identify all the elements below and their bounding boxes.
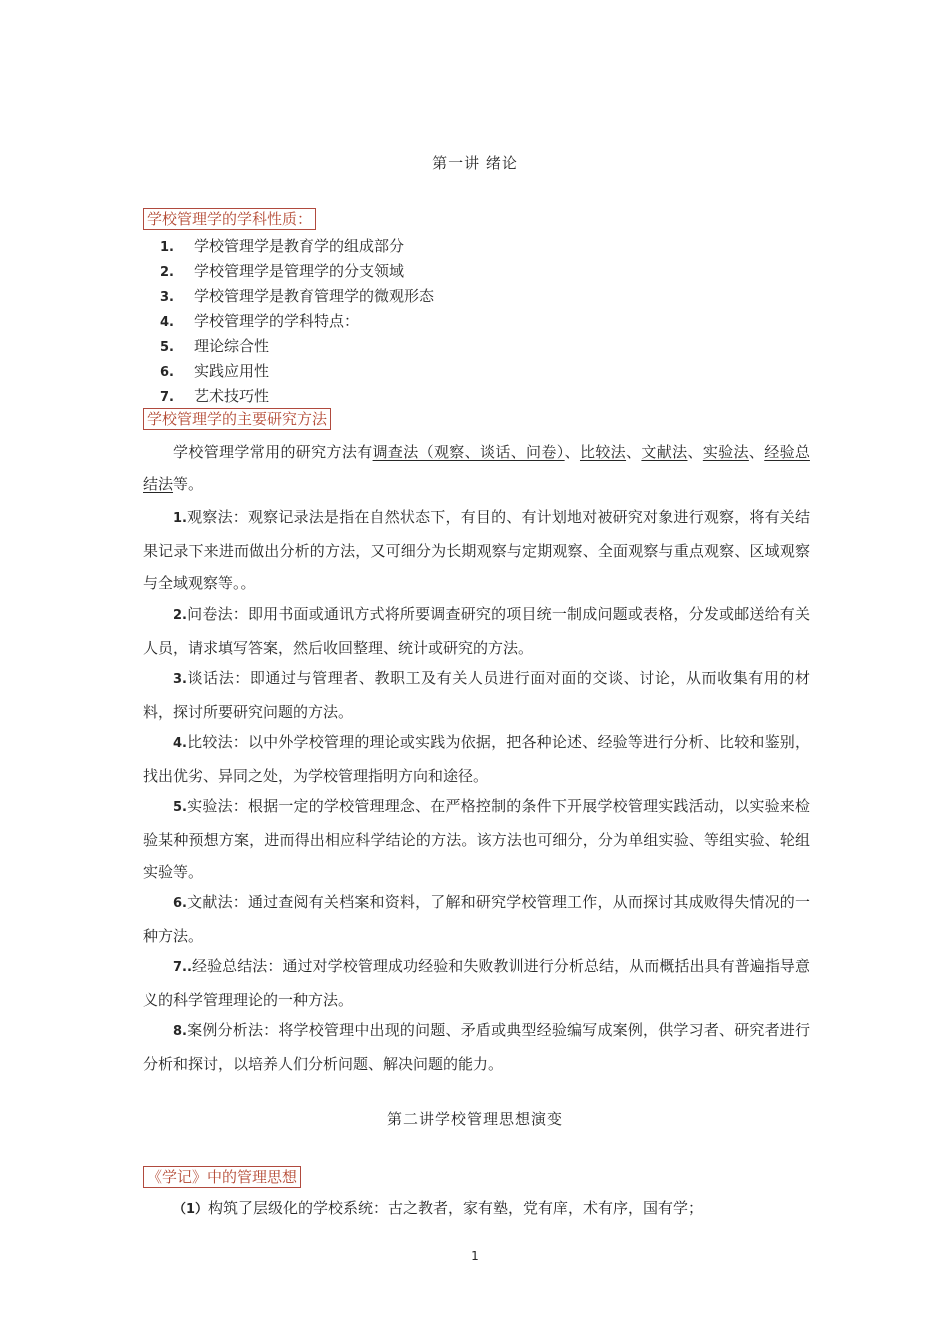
method-paragraph <box>143 1014 810 1080</box>
method-text: 比较法：以中外学校管理的理论或实践为依据，把各种论述、经验等进行分析、比较和鉴别，找出优劣、异同之处，为学校管理指明方向和途径。 <box>143 733 810 785</box>
section-heading-discipline-nature: 学校管理学的学科性质： <box>143 208 316 230</box>
methods-intro-paragraph <box>143 436 810 500</box>
discipline-nature-list <box>160 234 434 409</box>
method-number: 7.. <box>173 960 192 975</box>
list-item <box>160 284 434 309</box>
lecture1-title: 第一讲 绪论 <box>432 154 518 172</box>
intro-suffix: 等。 <box>173 475 204 493</box>
separator: 、 <box>748 443 765 461</box>
method-paragraph <box>143 598 810 664</box>
method-experiment: 实验法 <box>702 443 749 461</box>
separator: 、 <box>626 443 642 461</box>
list-item <box>160 234 434 259</box>
method-number: 1. <box>173 511 187 526</box>
method-text: 经验总结法：通过对学校管理成功经验和失败教训进行分析总结，从而概括出具有普遍指导意义的科学管理理论的一种方法。 <box>143 957 810 1009</box>
method-number: 4. <box>173 736 187 751</box>
section-heading-research-methods: 学校管理学的主要研究方法 <box>143 408 331 430</box>
method-survey: 调查法（观察、谈话、问卷） <box>372 443 565 461</box>
method-comparison: 比较法 <box>579 443 627 461</box>
list-item-text: 学校管理学是教育学的组成部分 <box>194 237 405 255</box>
list-item-text: 学校管理学是教育管理学的微观形态 <box>194 287 435 305</box>
method-text: 问卷法：即用书面或通讯方式将所要调查研究的项目统一制成问题或表格，分发或邮送给有关人员，请求填写答案，然后收回整理、统计或研究的方法。 <box>143 605 810 657</box>
separator: 、 <box>564 443 580 461</box>
xueji-item-paragraph <box>143 1192 810 1226</box>
item-number: （1） <box>173 1202 209 1217</box>
list-item-number: 5. <box>160 340 174 355</box>
item-text: 构筑了层级化的学校系统：古之教者，家有塾，党有庠，术有序，国有学； <box>208 1199 704 1217</box>
method-paragraph <box>143 790 810 888</box>
method-paragraph <box>143 501 810 599</box>
method-literature: 文献法 <box>641 443 688 461</box>
intro-prefix: 学校管理学常用的研究方法有 <box>173 443 373 461</box>
method-text: 观察法：观察记录法是指在自然状态下，有目的、有计划地对被研究对象进行观察，将有关结果记录下来进而做出分析的方法，又可细分为长期观察与定期观察、全面观察与重点观察、区域观察与全域观察等。。 <box>143 508 810 592</box>
lecture2-title: 第二讲学校管理思想演变 <box>386 1110 563 1128</box>
list-item <box>160 259 434 284</box>
list-item-number: 4. <box>160 315 174 330</box>
method-paragraph <box>143 886 810 952</box>
list-item-text: 学校管理学的学科特点： <box>194 312 360 330</box>
list-item-number: 2. <box>160 265 174 280</box>
method-paragraph <box>143 662 810 728</box>
list-item-number: 1. <box>160 240 174 255</box>
method-number: 5. <box>173 800 187 815</box>
method-paragraph <box>143 950 810 1016</box>
method-paragraph <box>143 726 810 792</box>
list-item <box>160 359 434 384</box>
list-item <box>160 334 434 359</box>
page-number: 1 <box>471 1249 479 1263</box>
method-number: 8. <box>173 1024 187 1039</box>
method-text: 文献法：通过查阅有关档案和资料，了解和研究学校管理工作，从而探讨其成败得失情况的一种方法。 <box>143 893 810 945</box>
list-item <box>160 384 434 409</box>
list-item-number: 3. <box>160 290 174 305</box>
list-item-text: 艺术技巧性 <box>194 387 270 405</box>
list-item-text: 理论综合性 <box>194 337 270 355</box>
method-number: 2. <box>173 608 187 623</box>
method-text: 谈话法：即通过与管理者、教职工及有关人员进行面对面的交谈、讨论，从而收集有用的材料，探讨所要研究问题的方法。 <box>143 669 810 721</box>
list-item-number: 6. <box>160 365 174 380</box>
method-experience-summary: 经验总结法 <box>143 443 810 493</box>
list-item-text: 实践应用性 <box>194 362 270 380</box>
method-text: 案例分析法：将学校管理中出现的问题、矛盾或典型经验编写成案例，供学习者、研究者进行分析和探讨，以培养人们分析问题、解决问题的能力。 <box>143 1021 810 1073</box>
list-item-text: 学校管理学是管理学的分支领域 <box>194 262 405 280</box>
separator: 、 <box>687 443 703 461</box>
section-heading-xueji: 《学记》中的管理思想 <box>143 1166 301 1188</box>
method-text: 实验法：根据一定的学校管理理念、在严格控制的条件下开展学校管理实践活动，以实验来检验某种预想方案，进而得出相应科学结论的方法。该方法也可细分，分为单组实验、等组实验、轮组实验等。 <box>143 797 810 881</box>
method-number: 3. <box>173 672 187 687</box>
method-number: 6. <box>173 896 187 911</box>
list-item-number: 7. <box>160 390 174 405</box>
list-item <box>160 309 434 334</box>
